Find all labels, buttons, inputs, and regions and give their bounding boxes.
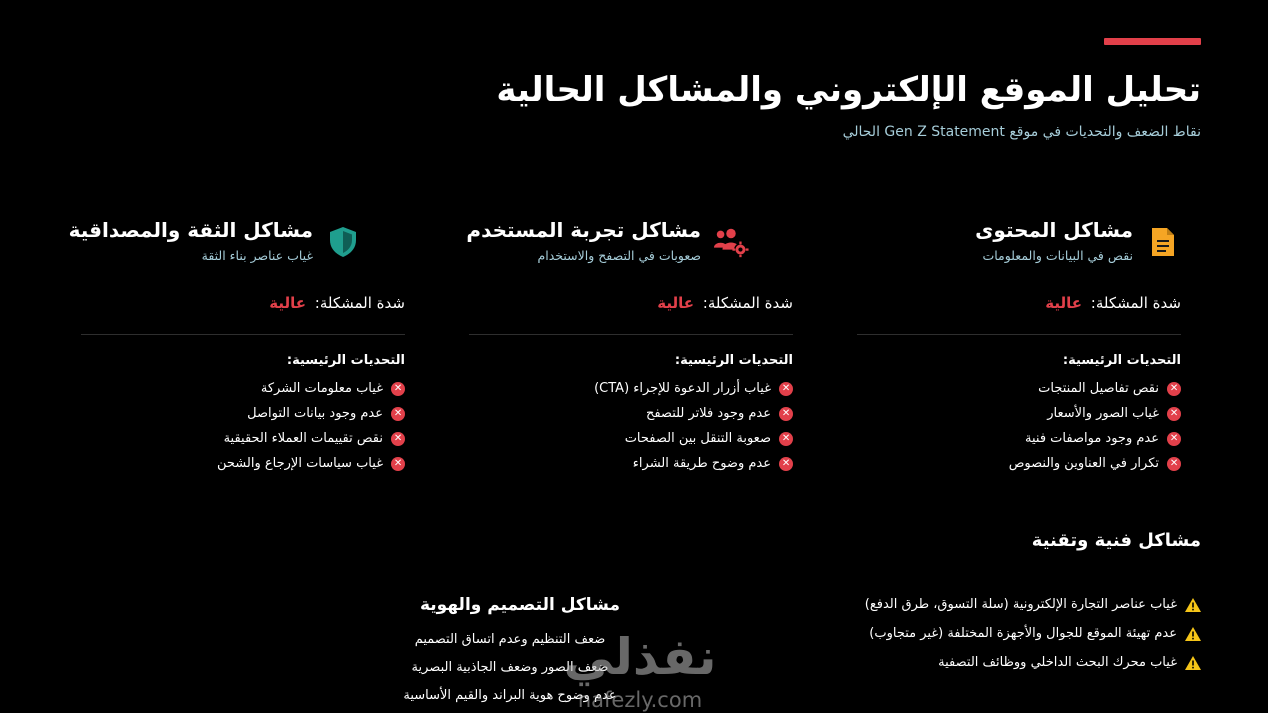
svg-text:نفذلي: نفذلي <box>563 628 717 686</box>
item-text: غياب سياسات الإرجاع والشحن <box>217 456 383 471</box>
challenges-list <box>81 376 405 476</box>
item-text: تكرار في العناوين والنصوص <box>1008 456 1159 471</box>
severity-row <box>857 294 1181 324</box>
challenges-heading: التحديات الرئيسية: <box>674 353 793 368</box>
content-issues-card <box>857 218 1181 476</box>
page-subtitle: نقاط الضعف والتحديات في موقع Gen Z Statement الحالي <box>842 124 1201 140</box>
list-item <box>857 376 1181 401</box>
list-item <box>857 451 1181 476</box>
design-issues-list <box>340 626 680 710</box>
list-item <box>857 426 1181 451</box>
severity-value: عالية <box>1045 294 1082 312</box>
severity-row <box>81 294 405 324</box>
close-circle-icon: ✕ <box>1167 432 1181 446</box>
list-item <box>81 451 405 476</box>
divider <box>857 334 1181 335</box>
challenges-list <box>857 376 1181 476</box>
list-item: عدم وضوح هوية البراند والقيم الأساسية <box>403 688 617 703</box>
trust-issues-card <box>68 218 405 476</box>
severity-value: عالية <box>269 294 306 312</box>
card-header <box>466 218 793 278</box>
close-circle-icon: ✕ <box>391 382 405 396</box>
warning-icon <box>1185 598 1201 612</box>
list-item <box>469 376 793 401</box>
close-circle-icon: ✕ <box>1167 407 1181 421</box>
divider <box>81 334 405 335</box>
close-circle-icon: ✕ <box>779 432 793 446</box>
item-text: نقص تقييمات العملاء الحقيقية <box>223 431 383 446</box>
severity-label: شدة المشكلة: <box>1090 294 1181 312</box>
list-item <box>469 426 793 451</box>
document-icon <box>1145 224 1181 260</box>
close-circle-icon: ✕ <box>391 432 405 446</box>
card-header <box>857 218 1181 278</box>
item-text: عدم وجود فلاتر للتصفح <box>645 406 771 421</box>
card-description: نقص في البيانات والمعلومات <box>982 248 1133 263</box>
svg-text:nafezly.com: nafezly.com <box>577 688 703 712</box>
item-text: عدم وضوح طريقة الشراء <box>632 456 771 471</box>
list-item <box>469 451 793 476</box>
list-item <box>865 648 1201 677</box>
list-item: ضعف الصور وضعف الجاذبية البصرية <box>411 660 609 675</box>
users-gear-icon <box>713 224 749 260</box>
list-item <box>469 401 793 426</box>
list-item <box>81 401 405 426</box>
item-text: عدم وجود بيانات التواصل <box>247 406 383 421</box>
close-circle-icon: ✕ <box>391 407 405 421</box>
close-circle-icon: ✕ <box>1167 382 1181 396</box>
shield-icon <box>325 224 361 260</box>
item-text: عدم وجود مواصفات فنية <box>1025 431 1159 446</box>
tech-issues-list <box>865 590 1201 677</box>
item-text: غياب محرك البحث الداخلي ووظائف التصفية <box>938 655 1177 670</box>
list-item <box>865 619 1201 648</box>
severity-label: شدة المشكلة: <box>702 294 793 312</box>
challenges-heading: التحديات الرئيسية: <box>286 353 405 368</box>
list-item <box>81 376 405 401</box>
divider <box>469 334 793 335</box>
list-item: ضعف التنظيم وعدم اتساق التصميم <box>414 632 606 647</box>
close-circle-icon: ✕ <box>779 382 793 396</box>
card-header <box>68 218 405 278</box>
severity-label: شدة المشكلة: <box>314 294 405 312</box>
item-text: غياب أزرار الدعوة للإجراء (CTA) <box>594 381 771 396</box>
challenges-heading: التحديات الرئيسية: <box>1062 353 1181 368</box>
list-item <box>865 590 1201 619</box>
close-circle-icon: ✕ <box>779 457 793 471</box>
accent-bar <box>1104 38 1201 45</box>
close-circle-icon: ✕ <box>1167 457 1181 471</box>
challenges-list <box>469 376 793 476</box>
item-text: عدم تهيئة الموقع للجوال والأجهزة المختلفة (غير متجاوب) <box>869 626 1177 641</box>
item-text: نقص تفاصيل المنتجات <box>1038 381 1159 396</box>
card-description: صعوبات في التصفح والاستخدام <box>537 248 701 263</box>
card-title: مشاكل الثقة والمصداقية <box>68 218 313 242</box>
severity-row <box>469 294 793 324</box>
tech-issues-title: مشاكل فنية وتقنية <box>1031 530 1201 551</box>
close-circle-icon: ✕ <box>391 457 405 471</box>
list-item <box>857 401 1181 426</box>
page-title: تحليل الموقع الإلكتروني والمشاكل الحالية <box>496 70 1201 110</box>
card-title: مشاكل تجربة المستخدم <box>466 218 701 242</box>
item-text: صعوبة التنقل بين الصفحات <box>624 431 771 446</box>
item-text: غياب معلومات الشركة <box>260 381 383 396</box>
card-heading <box>975 218 1133 263</box>
design-issues-title: مشاكل التصميم والهوية <box>419 595 621 615</box>
card-description: غياب عناصر بناء الثقة <box>201 248 313 263</box>
ux-issues-card <box>466 218 793 476</box>
warning-icon <box>1185 627 1201 641</box>
card-title: مشاكل المحتوى <box>975 218 1133 242</box>
severity-value: عالية <box>657 294 694 312</box>
warning-icon <box>1185 656 1201 670</box>
card-heading <box>69 218 313 263</box>
item-text: غياب عناصر التجارة الإلكترونية (سلة التسوق، طرق الدفع) <box>864 597 1177 612</box>
list-item <box>81 426 405 451</box>
close-circle-icon: ✕ <box>779 407 793 421</box>
item-text: غياب الصور والأسعار <box>1047 406 1159 421</box>
card-heading <box>466 218 701 263</box>
